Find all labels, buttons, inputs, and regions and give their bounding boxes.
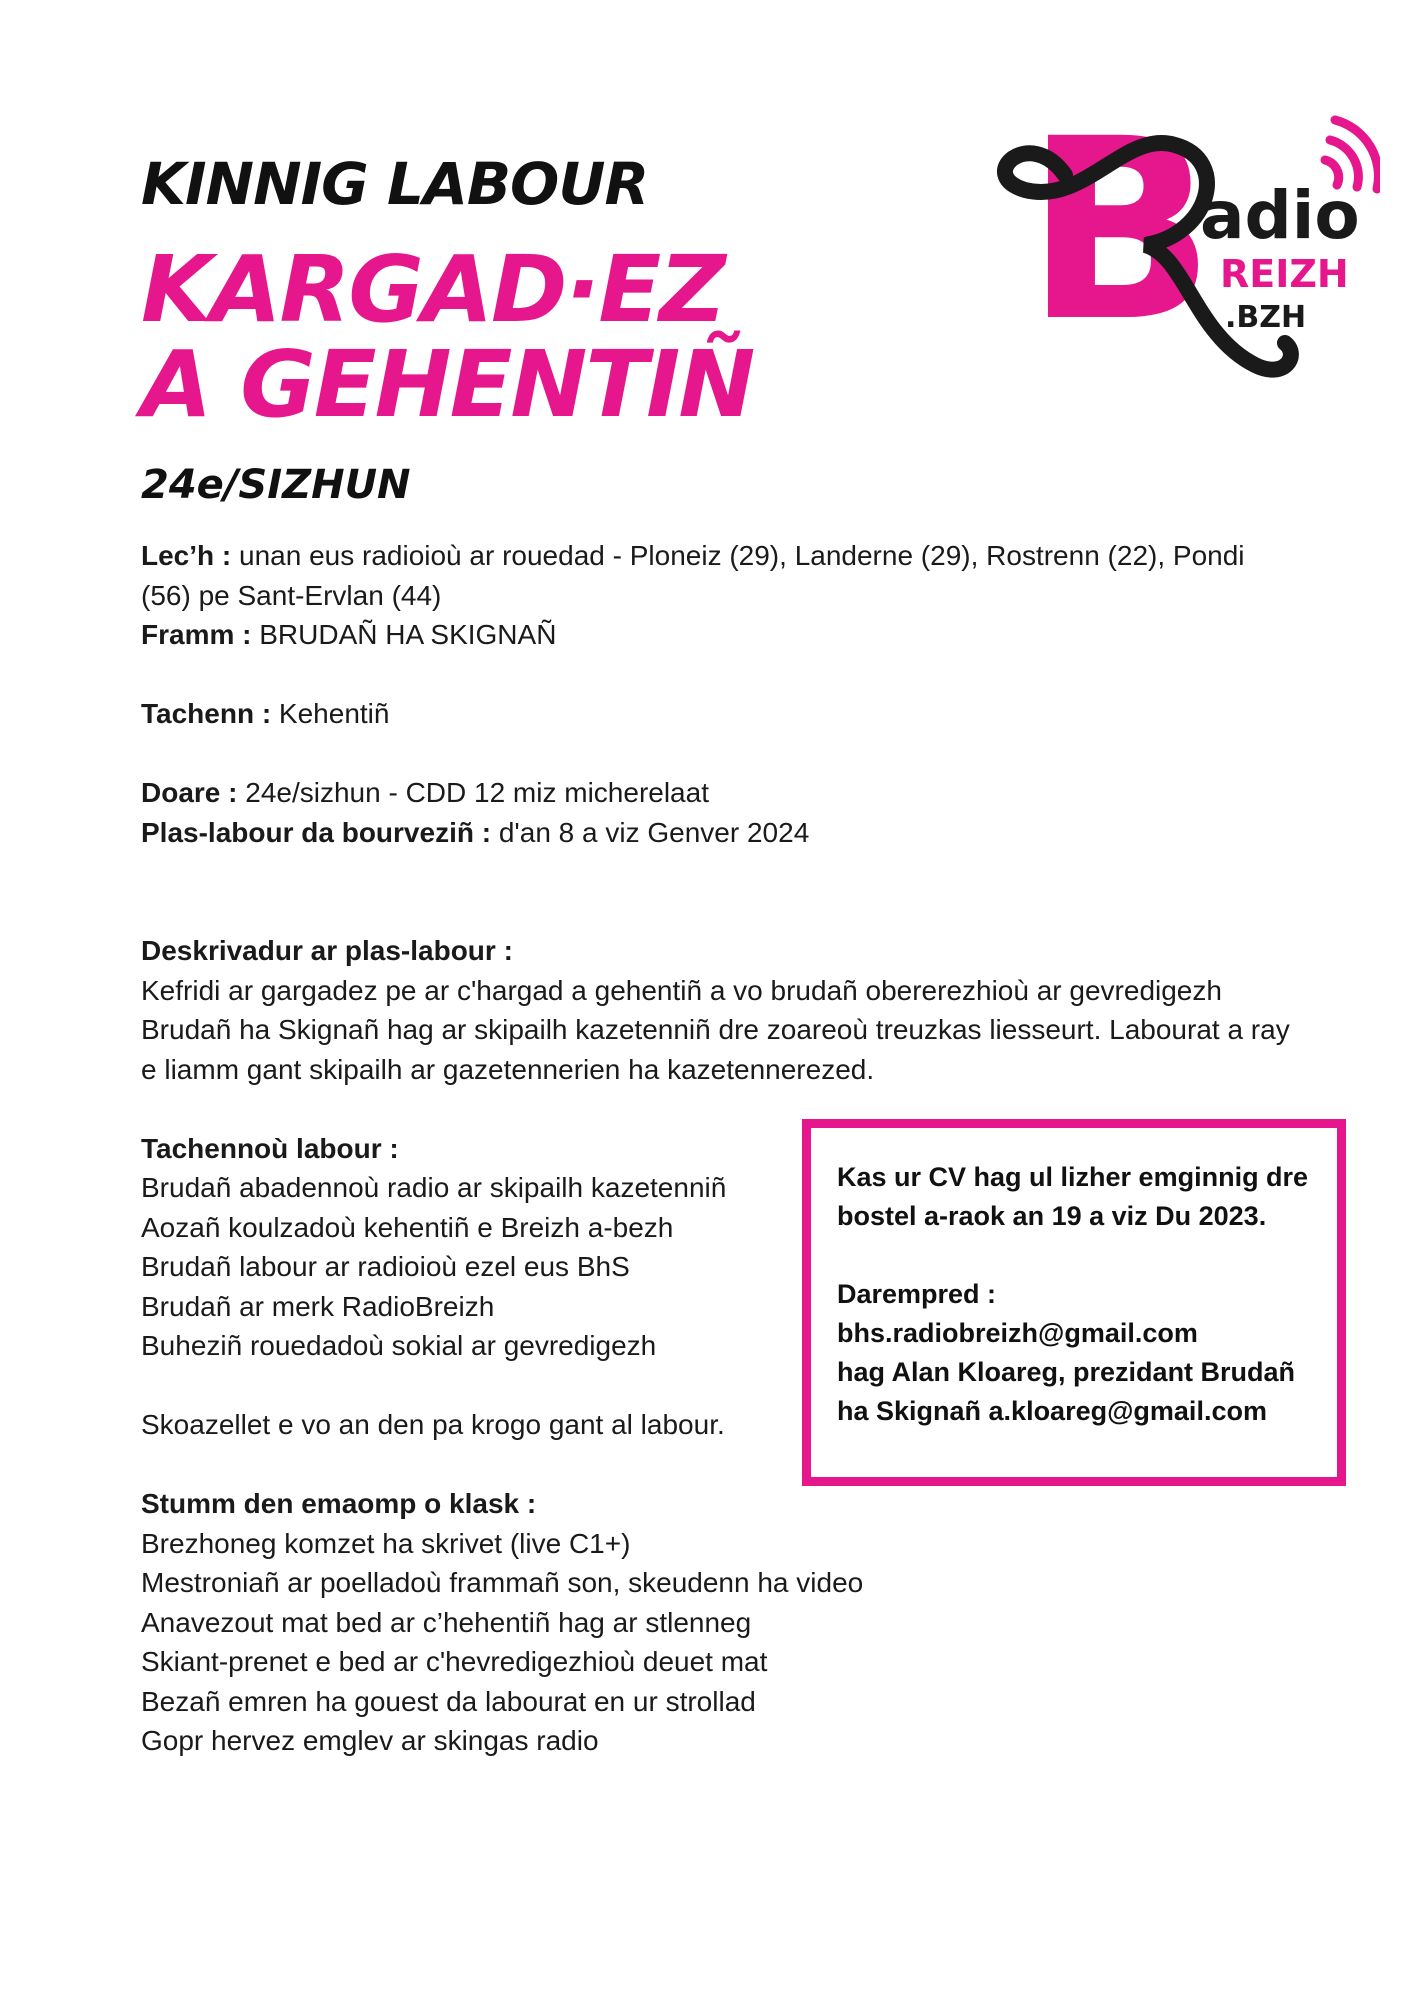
logo-sub-1: REIZH [1220, 252, 1349, 296]
list-item: Brezhoneg komzet ha skrivet (live C1+) [141, 1527, 631, 1559]
application-callout-box [802, 1119, 1346, 1486]
support-note: Skoazellet e vo an den pa krogo gant al labour. [141, 1409, 725, 1440]
tachenn-value: Kehentiñ [271, 698, 390, 729]
start-line [141, 813, 1301, 853]
framm-label: Framm : [141, 619, 252, 650]
tasks-section [141, 1129, 781, 1485]
list-item: Skiant-prenet e bed ar c'hevredigezhioù deuet mat [141, 1646, 768, 1677]
hours-heading: 24e/SIZHUN [141, 462, 411, 508]
framm-value: BRUDAÑ HA SKIGNAÑ [251, 619, 557, 650]
list-item: Gopr hervez emglev ar skingas radio [141, 1725, 599, 1756]
doare-value: 24e/sizhun - CDD 12 miz micherelaat [237, 777, 709, 808]
start-value: d'an 8 a viz Genver 2024 [491, 816, 810, 848]
list-item: Brudañ abadennoù radio ar skipailh kazetenniñ [141, 1172, 727, 1203]
description-text: Kefridi ar gargadez pe ar c'hargad a gehentiñ a vo brudañ obererezhioù ar gevredigezh Brudañ ha Skignañ hag ar skipailh kazetenniñ dre zoareoù treuzkas liesseurt. Labourat a ray e liamm gant skipailh ar gazetennerien ha kazetennerezed. [141, 974, 1290, 1085]
logo-b-letter: B [1025, 105, 1216, 376]
contact-email-link[interactable]: bhs.radiobreizh@gmail.com [837, 1318, 1198, 1348]
contact-label: Darempred : [837, 1279, 997, 1309]
tachenn-line [141, 694, 1301, 734]
job-title [141, 236, 754, 438]
tasks-label: Tachennoù labour : [141, 1132, 399, 1164]
list-item: Aozañ koulzadoù kehentiñ e Breizh a-bezh [141, 1211, 674, 1243]
location-value: unan eus radioioù ar rouedad - Ploneiz (29), Landerne (29), Rostrenn (22), Pondi (56) pe Sant-Ervlan (44) [141, 540, 1245, 611]
job-title-line-2: A GEHENTIÑ [141, 331, 754, 438]
start-label: Plas-labour da bourveziñ : [141, 816, 492, 848]
location-label: Lec’h : [141, 540, 232, 571]
eyebrow-heading: KINNIG LABOUR [141, 150, 649, 218]
description-label: Deskrivadur ar plas-labour : [141, 935, 513, 966]
profile-label: Stumm den emaomp o klask : [141, 1488, 537, 1519]
radio-breizh-logo [995, 105, 1380, 395]
doare-label: Doare : [141, 777, 238, 808]
framm-line [141, 615, 1301, 655]
list-item: Mestroniañ ar poelladoù frammañ son, skeudenn ha video [141, 1567, 864, 1598]
job-title-line-1: KARGAD·EZ [141, 236, 724, 343]
list-item: Buheziñ rouedadoù sokial ar gevredigezh [141, 1330, 657, 1361]
list-item: Bezañ emren ha gouest da labourat en ur strollad [141, 1685, 756, 1717]
tachenn-label: Tachenn : [141, 698, 272, 729]
apply-instructions: Kas ur CV hag ul lizher emginnig dre bostel a-raok an 19 a viz Du 2023. [837, 1162, 1309, 1231]
contact-person: hag Alan Kloareg, prezidant Brudañ ha Skignañ a.kloareg@gmail.com [837, 1357, 1296, 1426]
location-line [141, 536, 1301, 615]
logo-word: adio [1200, 177, 1360, 254]
logo-sub-2: .BZH [1225, 300, 1307, 335]
list-item: Brudañ labour ar radioioù ezel eus BhS [141, 1251, 630, 1282]
doare-line [141, 773, 1301, 813]
list-item: Anavezout mat bed ar c’hehentiñ hag ar stlenneg [141, 1606, 752, 1638]
list-item: Brudañ ar merk RadioBreizh [141, 1290, 495, 1322]
